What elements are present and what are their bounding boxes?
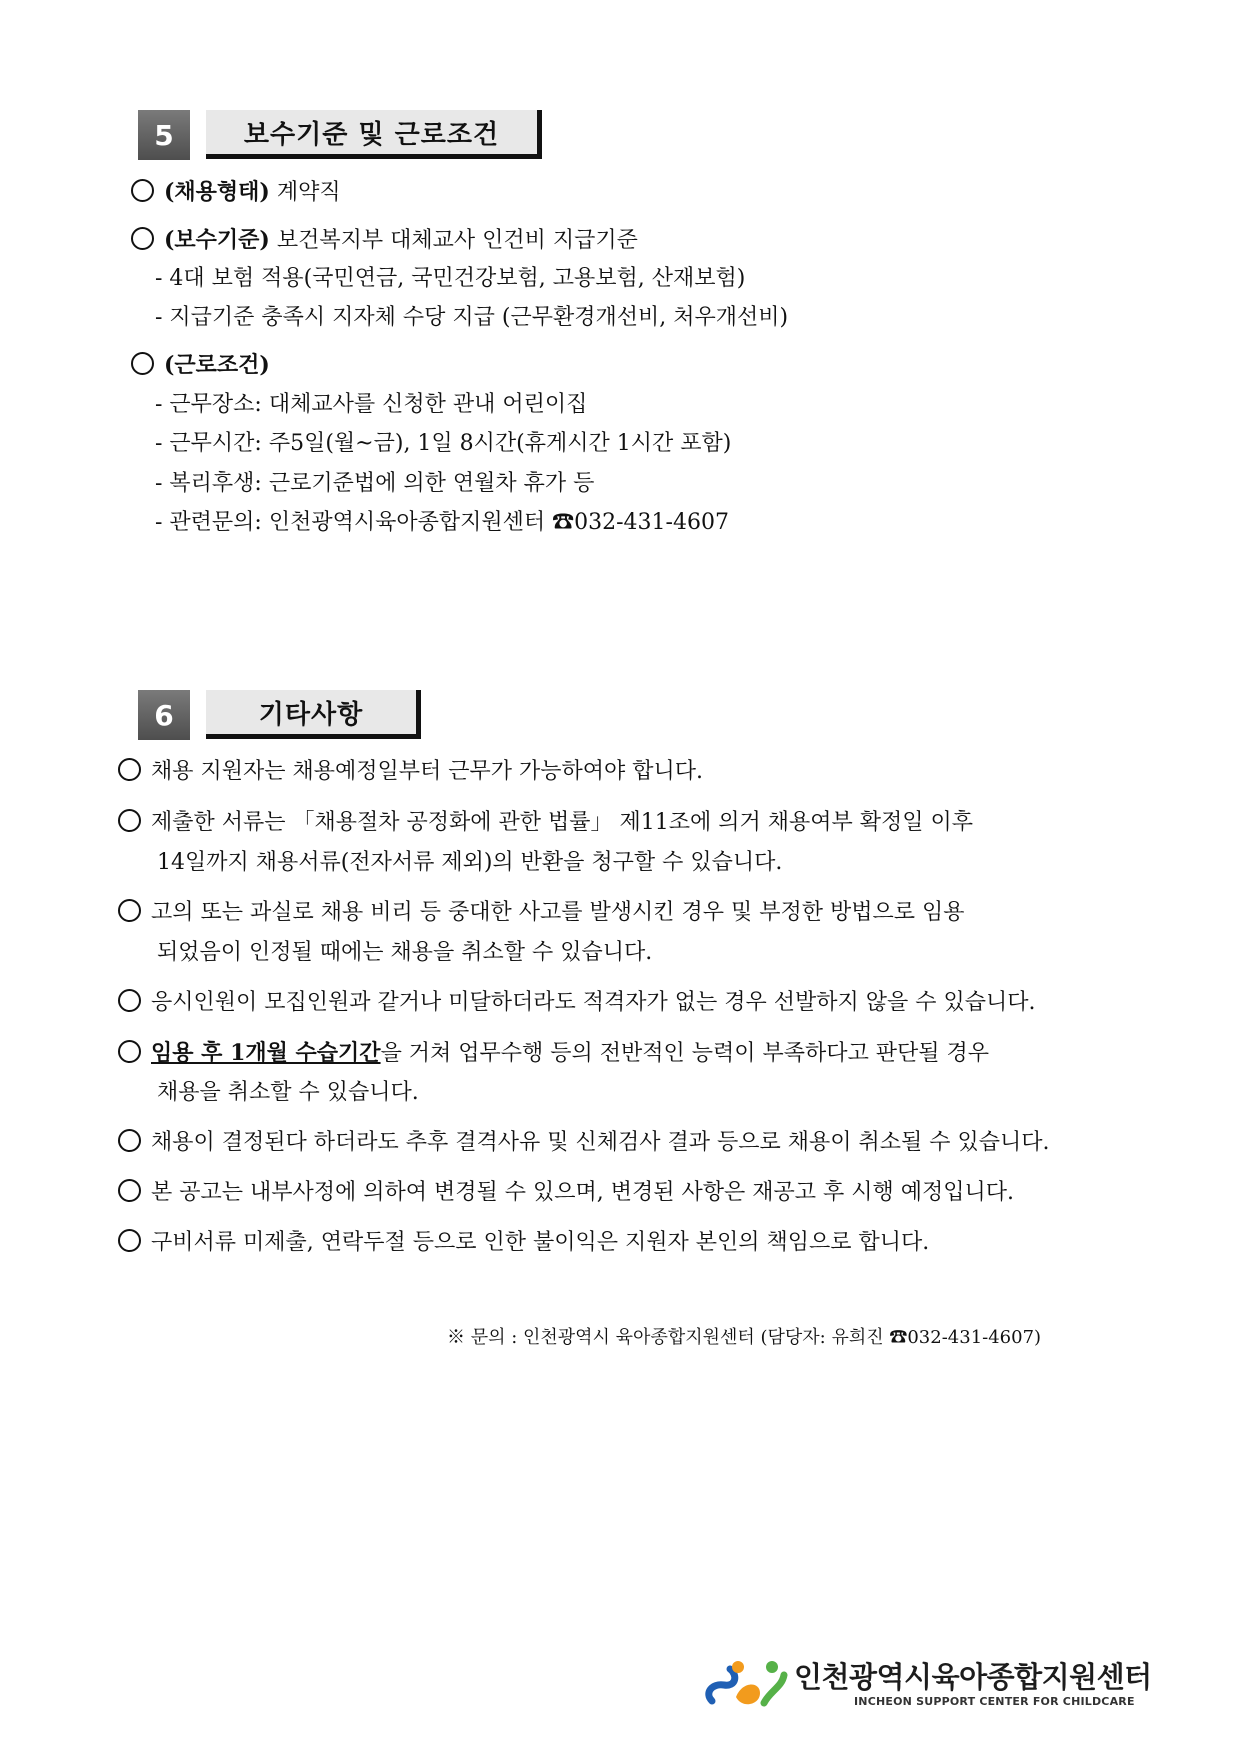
bullet-circle-icon [118, 1179, 141, 1202]
bullet-circle-icon [131, 179, 154, 202]
notice-item-continuation: 되었음이 인정될 때에는 채용을 취소할 수 있습니다. [157, 940, 653, 965]
work-sub-item: - 복리후생: 근로기준법에 의한 연월차 휴가 등 [155, 471, 595, 496]
bullet-circle-icon [118, 1040, 141, 1063]
notice-text: 을 거쳐 업무수행 등의 전반적인 능력이 부족하다고 판단될 경우 [380, 1041, 990, 1066]
notice-item [118, 808, 973, 838]
notice-text: 채용 지원자는 채용예정일부터 근무가 가능하여야 합니다. [151, 759, 704, 784]
employment-type-value: 계약직 [276, 180, 341, 205]
pay-standard-value: 보건복지부 대체교사 인건비 지급기준 [276, 228, 638, 253]
section-5-number: 5 [138, 110, 190, 160]
notice-item [118, 757, 703, 787]
notice-text: 본 공고는 내부사정에 의하여 변경될 수 있으며, 변경된 사항은 재공고 후 시행 예정입니다. [151, 1180, 1014, 1205]
bullet-circle-icon [118, 1129, 141, 1152]
center-logo [702, 1653, 1152, 1717]
notice-text: 응시인원이 모집인원과 같거나 미달하더라도 적격자가 없는 경우 선발하지 않을 수 있습니다. [151, 990, 1036, 1015]
bullet-circle-icon [118, 899, 141, 922]
center-logo-mark-icon [702, 1653, 788, 1717]
contact-note: ※ 문의 : 인천광역시 육아종합지원센터 (담당자: 유희진 ☎032-431-4607) [447, 1327, 1042, 1348]
bullet-circle-icon [118, 989, 141, 1012]
pay-sub-item: - 4대 보험 적용(국민연금, 국민건강보험, 고용보험, 산재보험) [155, 266, 746, 291]
center-logo-korean: 인천광역시육아종합지원센터 [794, 1660, 1152, 1694]
section-6-header [138, 690, 438, 740]
notice-item-continuation: 채용을 취소할 수 있습니다. [157, 1080, 419, 1105]
pay-sub-item: - 지급기준 충족시 지자체 수당 지급 (근무환경개선비, 처우개선비) [155, 305, 789, 330]
notice-item [118, 1038, 989, 1069]
center-logo-english: INCHEON SUPPORT CENTER FOR CHILDCARE [854, 1695, 1135, 1708]
bullet-circle-icon [131, 352, 154, 375]
notice-text: 제출한 서류는 「채용절차 공정화에 관한 법률」 제11조에 의거 채용여부 확정일 이후 [151, 810, 973, 835]
notice-item [118, 1128, 1050, 1158]
section-5-header [138, 110, 558, 160]
bullet-circle-icon [118, 1229, 141, 1252]
probation-emphasis: 임용 후 1개월 수습기간 [151, 1040, 381, 1066]
pay-standard-label: (보수기준) [164, 227, 270, 253]
bullet-circle-icon [131, 227, 154, 250]
bullet-circle-icon [118, 758, 141, 781]
notice-text: 채용이 결정된다 하더라도 추후 결격사유 및 신체검사 결과 등으로 채용이 취소될 수 있습니다. [151, 1130, 1050, 1155]
notice-item-continuation: 14일까지 채용서류(전자서류 제외)의 반환을 청구할 수 있습니다. [157, 850, 783, 875]
notice-item [118, 1228, 929, 1258]
work-sub-item: - 관련문의: 인천광역시육아종합지원센터 ☎032-431-4607 [155, 510, 729, 535]
notice-item [118, 1178, 1014, 1208]
notice-item [118, 988, 1036, 1018]
employment-type-line [131, 177, 341, 208]
notice-text: 고의 또는 과실로 채용 비리 등 중대한 사고를 발생시킨 경우 및 부정한 방법으로 임용 [151, 900, 965, 925]
pay-standard-line [131, 225, 638, 256]
notice-text: 구비서류 미제출, 연락두절 등으로 인한 불이익은 지원자 본인의 책임으로 합니다. [151, 1230, 930, 1255]
work-conditions-label: (근로조건) [164, 352, 270, 378]
section-6-title: 기타사항 [206, 690, 421, 739]
section-5-title: 보수기준 및 근로조건 [206, 110, 542, 159]
work-sub-item: - 근무장소: 대체교사를 신청한 관내 어린이집 [155, 392, 588, 417]
notice-item [118, 898, 964, 928]
bullet-circle-icon [118, 809, 141, 832]
employment-type-label: (채용형태) [164, 179, 270, 205]
work-sub-item: - 근무시간: 주5일(월~금), 1일 8시간(휴게시간 1시간 포함) [155, 431, 732, 456]
section-6-number: 6 [138, 690, 190, 740]
work-conditions-line [131, 350, 270, 381]
